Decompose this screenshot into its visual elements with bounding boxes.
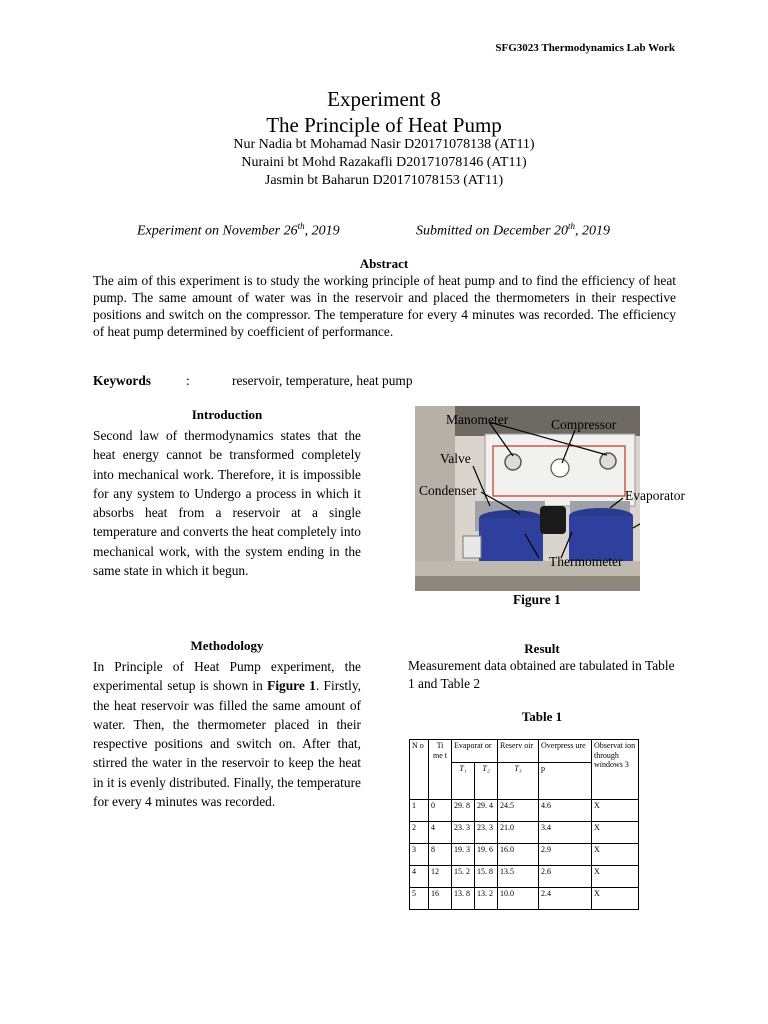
cell-t1: 29. 8 bbox=[452, 800, 475, 822]
author-2: Nuraini bt Mohd Razakafli D20171078146 (AT11) bbox=[241, 155, 527, 170]
table-header-row bbox=[410, 740, 639, 763]
keywords-value: reservoir, temperature, heat pump bbox=[232, 373, 413, 388]
label-valve: Valve bbox=[440, 451, 471, 466]
cell-t3: 21.0 bbox=[498, 822, 539, 844]
cell-p: 2.4 bbox=[539, 888, 592, 910]
cell-t2: 15. 8 bbox=[475, 866, 498, 888]
cell-p: 3.4 bbox=[539, 822, 592, 844]
cell-t2: 23. 3 bbox=[475, 822, 498, 844]
header-no: N o bbox=[410, 740, 429, 800]
table-caption: Table 1 bbox=[521, 709, 563, 724]
cell-observation: X bbox=[592, 888, 639, 910]
result-heading: Result bbox=[524, 641, 560, 656]
cell-observation: X bbox=[592, 866, 639, 888]
cell-p: 2.9 bbox=[539, 844, 592, 866]
result-text: Measurement data obtained are tabulated in Table 1 and Table 2 bbox=[408, 658, 675, 691]
cell-time: 16 bbox=[429, 888, 452, 910]
cell-t1: 15. 2 bbox=[452, 866, 475, 888]
label-thermometer: Thermometer bbox=[549, 554, 623, 569]
cell-time: 4 bbox=[429, 822, 452, 844]
table-row bbox=[410, 888, 639, 910]
header-evaporator: Evaporat or bbox=[452, 740, 498, 763]
cell-p: 4.6 bbox=[539, 800, 592, 822]
subheader-p: p bbox=[539, 763, 592, 800]
table-row bbox=[410, 844, 639, 866]
methodology-text: In Principle of Heat Pump experiment, the experimental setup is shown in Figure 1. Firstly, the heat reservoir was filled the same amount of water. Then, the thermometer placed in their respective positions and switch on. After that, stirred the water in the reservoir to keep the heat in it is evenly distributed. Finally, the temperature for every 4 minutes was recorded. bbox=[93, 659, 361, 810]
table-row bbox=[410, 866, 639, 888]
label-condenser: Condenser bbox=[419, 483, 477, 498]
cell-observation: X bbox=[592, 800, 639, 822]
paper-title: The Principle of Heat Pump bbox=[266, 113, 502, 137]
cell-no: 2 bbox=[410, 822, 429, 844]
cell-time: 12 bbox=[429, 866, 452, 888]
label-manometer: Manometer bbox=[446, 412, 509, 427]
figure-reference: Figure 1 bbox=[267, 678, 316, 694]
measurement-table bbox=[409, 739, 639, 910]
cell-t2: 13. 2 bbox=[475, 888, 498, 910]
label-compressor: Compressor bbox=[551, 417, 617, 432]
introduction-text: Second law of thermodynamics states that the heat energy cannot be transformed completely into mechanical work. Therefore, it is impossible for any system to Undergo a process in which it absorbs heat from a reservoir at a single temperature and converts the heat completely into mechanical work, with the system ending in the same state in which it begun. bbox=[93, 428, 361, 579]
cell-p: 2.6 bbox=[539, 866, 592, 888]
introduction-heading: Introduction bbox=[191, 407, 263, 422]
cell-t3: 16.0 bbox=[498, 844, 539, 866]
header-reservoir: Reserv oir bbox=[498, 740, 539, 763]
cell-t2: 29. 4 bbox=[475, 800, 498, 822]
cell-t1: 19. 3 bbox=[452, 844, 475, 866]
cell-time: 0 bbox=[429, 800, 452, 822]
submission-date: Submitted on December 20th, 2019 bbox=[416, 221, 611, 239]
header-time: Ti me t bbox=[429, 740, 452, 800]
page-header: SFG3023 Thermodynamics Lab Work bbox=[495, 42, 675, 54]
cell-time: 8 bbox=[429, 844, 452, 866]
cell-t3: 24.5 bbox=[498, 800, 539, 822]
header-overpressure: Overpress ure bbox=[539, 740, 592, 763]
author-3: Jasmin bt Baharun D20171078153 (AT11) bbox=[264, 173, 504, 188]
experiment-number: Experiment 8 bbox=[327, 87, 441, 111]
methodology-heading: Methodology bbox=[190, 638, 264, 653]
subheader-t3: T₃ bbox=[498, 763, 539, 800]
cell-no: 5 bbox=[410, 888, 429, 910]
cell-t2: 19. 6 bbox=[475, 844, 498, 866]
cell-t3: 10.0 bbox=[498, 888, 539, 910]
abstract-heading: Abstract bbox=[359, 256, 409, 271]
header-observation: Observat ion through windows 3 bbox=[592, 740, 639, 800]
cell-t3: 13.5 bbox=[498, 866, 539, 888]
table-row bbox=[410, 822, 639, 844]
cell-observation: X bbox=[592, 822, 639, 844]
subheader-t1: T₁ bbox=[452, 763, 475, 800]
cell-no: 4 bbox=[410, 866, 429, 888]
cell-no: 1 bbox=[410, 800, 429, 822]
cell-no: 3 bbox=[410, 844, 429, 866]
author-1: Nur Nadia bt Mohamad Nasir D20171078138 (AT11) bbox=[233, 137, 535, 152]
subheader-t2: T₂ bbox=[475, 763, 498, 800]
figure-caption: Figure 1 bbox=[513, 592, 561, 607]
cell-t1: 23. 3 bbox=[452, 822, 475, 844]
keywords-colon: : bbox=[186, 373, 190, 388]
experiment-date: Experiment on November 26th, 2019 bbox=[137, 221, 340, 239]
cell-t1: 13. 8 bbox=[452, 888, 475, 910]
figure-1-photo bbox=[415, 406, 640, 591]
label-evaporator: Evaporator bbox=[625, 488, 685, 503]
abstract-text: The aim of this experiment is to study the working principle of heat pump and to find the efficiency of heat pump. The same amount of water was in the reservoir and placed the thermometers in their respective positions and switch on the compressor. The temperature for every 4 minutes was recorded. The efficiency of heat pump determined by coefficient of performance. bbox=[93, 273, 676, 339]
table-row bbox=[410, 800, 639, 822]
cell-observation: X bbox=[592, 844, 639, 866]
keywords-label: Keywords bbox=[93, 373, 152, 388]
